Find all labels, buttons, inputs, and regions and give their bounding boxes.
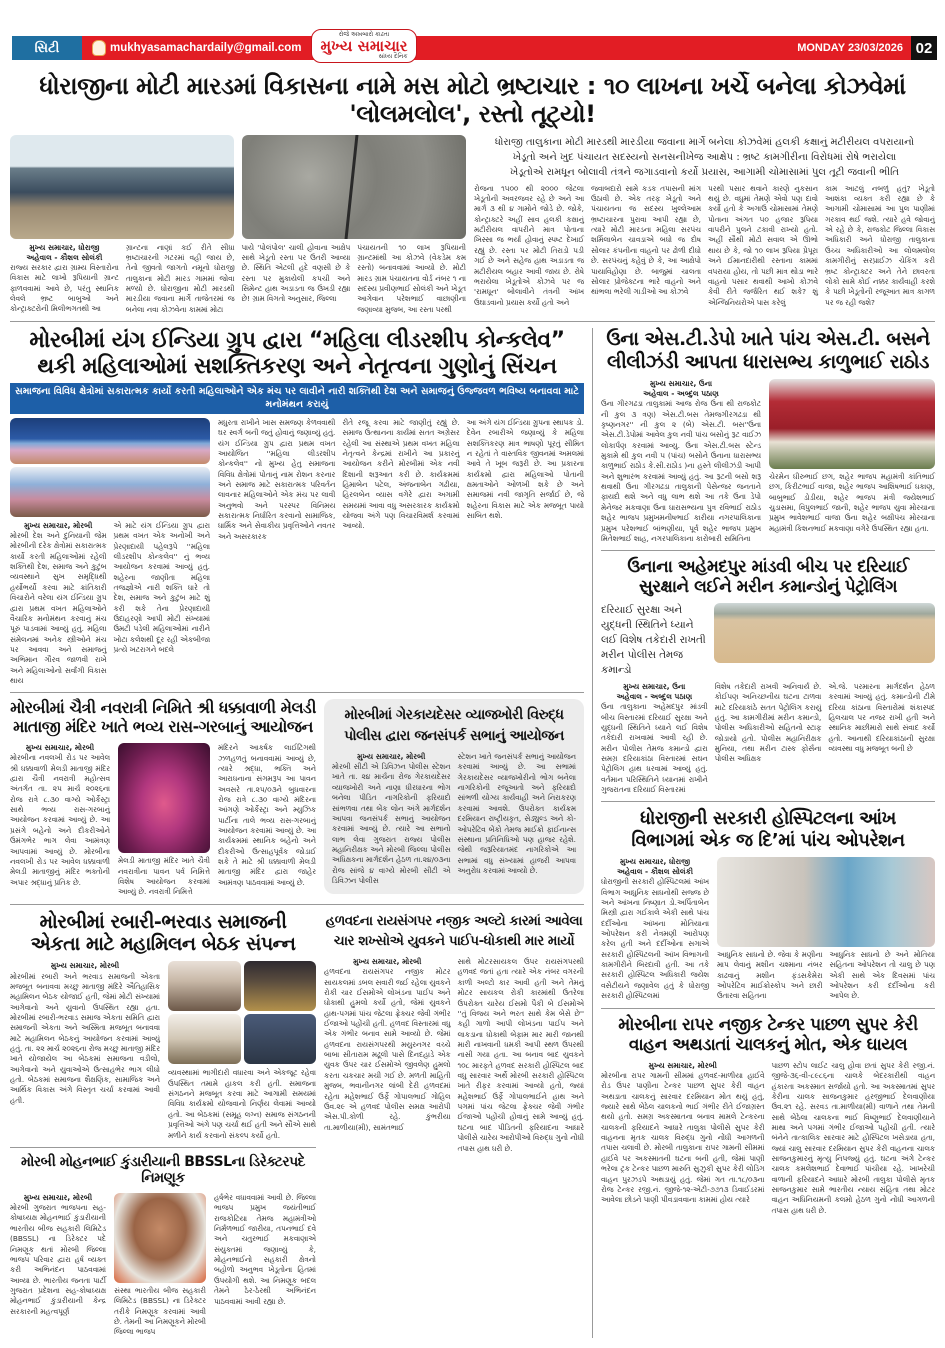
article-text: એ માટે યંગ ઈન્ડિયા ગ્રુપ દ્વારા પ્રથમ વખત એક અનોખી અને પ્રેરણાદાયી પહેલરૂપે ''મહિલા લીડરશીપ કોન્કલેવ'' નું ભવ્ય આયોજન કરવામાં આવ્યું હતું. શહેરના જાણીતા મહિલા તજજ્ઞોએ નારી શક્તિ ધારે તો દેશ, સમાજ અને કુટુંબ માટે શું કરી શકે તેના પ્રેરણાદાયી ઉદાહરણો આપી મોટી સંખ્યામાં ઉમટી પડેલી મહિલાઓમાં નારીને ખોટા કલેશથી દૂર રહી એકબીજા પ્રત્યે ખટરાગને બદલે: [113, 520, 210, 655]
masthead: [12, 30, 937, 60]
masthead-bar: [82, 30, 911, 60]
bus-flagoff-photo: [769, 379, 935, 469]
divider: [601, 1008, 935, 1009]
article-text: કામ આટલું નબળું હતું? ખેડૂતો આશંકા વ્યક્ત કરી રહ્યા છે કે આગામી ચોમાસામાં આ પુલ પાણીમાં ગરકાવ થઈ જશે. ત્યારે હવે જોવાનું એ રહે છે કે, રાજકોટ જિલ્લા વિકાસ અધિકારી અને ધોરાજી તાલુકાના ઉચ્ચ અધિકારીઓ આ લોલમલોલ કામગીરીનું સરપ્રાઈઝ ચેકિંગ કરી ભ્રષ્ટ કોન્ટ્રાક્ટર અને તેને છાવરતા લોકો સામે કોઈ નક્કર કાર્યવાહી કરશે કે પછી ખેડૂતોની રજૂઆત માત્ર કાગળ પર જ રહી જશે?: [825, 183, 935, 307]
article-text: મધુરતા રાખીને ખાસ સમજણ કેળવવાથી ઘર સ્વર્ગ બની જતું હોવાનું જણાવ્યું હતું. યંગ ઈન્ડિયા ગ્રુપ દ્વારા પ્રથમ વખત આયોજિત ''મહિલા લીડરશીપ કોન્કલેવ'' નો મુખ્ય હેતુ સમાજના વિવિધ ક્ષેત્રોમાં પોતાનું નામ રોશન કરનાર અને સમાજ માટે સકારાત્મક પરિવર્તન લાવનાર મહિલાઓને એક મંચ પર લાવી અનુભવો અને પરસ્પર વિનિમય સકારાત્મક નિર્ધારિત કરવાનો સામાજિક, ધાર્મિક અને સેવાકીય પ્રવૃત્તિઓને નવતર અને અસરકારક: [218, 417, 336, 541]
headline-line: હળવદના રાયસંગપર નજીક અલ્ટો કારમાં આવેલા: [325, 912, 583, 929]
newspaper-logo: [311, 29, 416, 63]
meeting-photos-top: [168, 961, 316, 1011]
logo-tagline-bottom: સાંધ્ય દૈનિક: [378, 52, 408, 60]
byline: મુખ્ય સમાચાર, મોરબી: [357, 752, 426, 761]
conclave-stage-photo: [10, 418, 210, 464]
article-column: [324, 957, 451, 1133]
reporter: અહેવાલ - અબ્દુલ પઠાણ: [643, 389, 719, 399]
article-column: [601, 379, 761, 544]
headline-line: ઉનાના અહેમદપુર માંડવી બીચ પર દરિયાઈ: [627, 557, 909, 578]
byline: મુખ્ય સમાચાર, ઉના: [649, 378, 713, 388]
email-text: mukhyasamachardaily@gmail.com: [110, 42, 302, 54]
una-bus-photo-column: [769, 379, 935, 534]
page-number: 02: [911, 36, 937, 60]
headline-line: વિભાગમાં એક જ દિ’માં પાંચ ઓપરેશન: [631, 829, 905, 851]
byline: મુખ્ય સમાચાર, ધોરાજી: [29, 242, 100, 252]
headline-line: માતાજી મંદિર ખાતે ભવ્ય રાસ-ગરબાનું આયોજન: [13, 717, 313, 737]
article-text: આધુનિક સાધનો છે અને મોતિયા સહિતના ઓપરેશન તો ચાલુ છે પણ એકી સાથે એક દિવસમાં પાંચ ઓપરેશન કરી દર્દીઓના કરી આપેલ છે.: [829, 949, 935, 1001]
byline: મુખ્ય સમાચાર, મોરબી: [50, 961, 120, 971]
eye-exam-photo: [717, 857, 935, 947]
bbssl-body: [10, 1193, 316, 1338]
byline: મુખ્ય સમાચાર, મોરબી: [648, 1060, 717, 1070]
reporter: અહેવાલ - કૌશલ સોલંકી: [616, 867, 694, 877]
lead-photos: [10, 135, 466, 239]
marine-body: [601, 682, 935, 795]
article-text: હળવદના રાયસંગપર નજીક મોટર સાયકલમાં ડબલ સવારી જઈ રહેલા યુવકને રોકી ચાર ઈસમોએ લોખંડના પાઈપ અને ધોકાથી હુમલો કર્યો હતો, જેમાં યુવકને હાથ-પગમાં પાંચ જેટલા ફ્રેક્ચર જેવી ગંભીર ઈજાઓ પહોંચી હતી. હળવદ વિસ્તારમાં વધુ એક ગંભીર બનાવ સામે આવ્યો છે. જેમાં હળવદના રાયસંગપરથી મયુરનગર વચ્ચે બાબા સીતારામ મઢૂલી પાસે દિનદહાડે એક યુવક ઉપર ચાર ઈસમોએ જીવલેણ હુમલો કરતા ચકચાર મચી ગઈ છે. મળતી માહિતી મુજબ, ભવાનીનગર લાંબી દેરી હળવદમાં રહેતા મહેશભાઈ ઉર્ફે ગોપાલભાઈ ગોહિલ ઉવ.૨૯ એ હળવદ પોલીસ સમક્ષ આરોપી એસ.પી.કોળી રહે. કુંભરીયા તા.માળીયા(મી), સામંતભાઈ: [324, 967, 451, 1132]
rabari-body: [10, 961, 316, 1141]
deck-line: ધોરાજી તાલુકાના મોટી મારડથી મારડીયા જવાના માર્ગે બનેલા કોઝવેમાં હલકી કક્ષાનું મટીરીયલ વપરાયાનો: [494, 136, 915, 148]
article-text: ઉના તાલુકાના અહેમદપુર માંડવી બીચ વિસ્તારમાં દરિયાઈ સુરક્ષા અને યુદ્ધની સ્થિતિને ધ્યાને લઈ વિશેષ તકેદારી રાખવામાં આવી રહી છે. મરીન પોલીસ તેમજ કમાન્ડો દ્વારા સમગ્ર દરિયાકાંઠા વિસ્તારમાં સઘન પેટ્રોલિંગ હાથ ધરવામાં આવ્યું હતું. વર્તમાન પરિસ્થિતિને ધ્યાનમાં રાખીને ગુજરાતના દરિયાઈ વિસ્તારમાં: [601, 702, 708, 795]
lead-story: [10, 135, 935, 316]
meeting-photo: [168, 961, 241, 1011]
headline-line: પોલીસ દ્વારા જનસંપર્ક સભાનું આયોજન: [344, 727, 564, 744]
logo-tagline-top: રોજે અખબારો કાઢતા: [338, 30, 390, 38]
young-india-left: [10, 418, 210, 687]
article-column: [10, 743, 110, 888]
portrait-photo: [114, 1193, 206, 1283]
young-india-cols-b: [218, 418, 584, 542]
main-area: [10, 328, 935, 1338]
divider: [601, 801, 935, 802]
article-text: ઉના ગીરગઢડા તાલુકામાં આજ રોજ ઉના થી રાજકોટ ની કુલ ૩ ત્રણ) એસ.ટી.બસ તેમજગીરગઢડા થી કૃષ્ણનગર'' ની કુલ ૨ (બે) એસ.ટી. બસ''ઉના એસ.ટી.ડેપોમાં આવેલ કુલ નવી પાંચ બસોનું રૂટ વાઈઝ લોકાર્પણ કરવામાં આવ્યુ. ઉના એસ.ટી.બસ સ્ટેન્ડ મુકામે થી કુલ નવી ૫ (પાંચ) બસોને ઉનાના ધારાસભ્ય કાળુભાઈ રાઠોડ કે.સી.રાઠોડ )ના હસ્તે લીલીઝંડી આપી અને શુભારંભ કરવામાં આવ્યું હતું. આ રૂટની બસો શરૂ થવાથી ઉના ગીરગઢડા તાલુકાની પેસેન્જર જનતાને ફાયદો થશે અને વધુ લાભ થશે આ તકે ઉના ડેપો મેનેજર મકવાણા ઉના ધારાસભ્યના પુત્ર રવિભાઈ રાઠોડ શહેર ભાજપ પ્રમુખમનીષભાઈ કારીયા નગરપાલિકાના પ્રમુખ પરેશભાઈ બાંભણીયા, પૂર્વ શહેર ભાજપ પ્રમુખ મિતેશભાઈ શાહ, નગરપાલિકાના કારોબારી સમિતિના: [601, 399, 761, 543]
article-text: ચેરમેન ધીરુભાઈ છગ, શહેર ભાજપ મહામંત્રી કાંતિભાઈ છગ, કિરીટભાઈ વાજા, શહેર ભાજપ આશિષભાઈ ધકાણ, બાબુભાઈ ડોડીયા, શહેર ભાજપ મંત્રી જયેશભાઈ ચુડાસમા, વિપુલભાઈ જાની, શહેર ભાજપ યુવા મોરચાના પ્રમુખ ભાવેશભાઈ વાજા ઉના શહેર બક્ષીપંચ મોરચાના મહામંત્રી કિશનભાઈ મકવાણા વગેરે ઉપસ્થિત રહ્યા હતા.: [769, 471, 935, 533]
headline-young-india: [10, 328, 584, 380]
article-text: મોરબીના રાપર ગામની સીમમાં હળવદ-માળીયા હાઈવે રોડ ઉપર પાણીના ટેન્કર પાછળ સુપર કેરી વાહન અથડાતા ચાલકનું સારવાર દરમિયાન મોત થયું હતું, જ્યારે સાથે બેઠેલ ચાલકનો ભાઈ ગંભીર રીતે ઈજાગ્રસ્ત થયો હતો. સમગ્ર અકસ્માતના બનાવ મામલે ટેન્કરના ચાલકની ફરિયાદને આધારે તાલુકા પોલીસે સુપર કેરી વાહનના મૃતક ચાલક વિરુદ્ધ ગુનો નોંધી આગળની તપાસ ચલાવી છે. મોરબી તાલુકાના રાપર ગામની સીમમાં હાઈવે પર અકસ્માતની ઘટના બની હતી, જેમાં પાણી ભરેલા ટ્રક ટેન્કર પાછળ મારુતિ સુઝુકી સુપર કેરી લોડિંગ વાહન પુરઝડપે અથડાયું હતું. જેમાં ગત તા.૧૮/૦૩ના રોજ ટેન્કર રજી.નં. જીજે-૧૨-એટી-૭૭૧૩ ડિવાઈડરમાં આવેલા છોડને પાણી પીવડાવવાના કામમાં હોય ત્યારે: [601, 1070, 765, 1205]
headline-line: વાહન અથડાતાં ચાલકનું મોત, એક ઘાયલ: [628, 1034, 908, 1055]
article-text: પાયે 'પોલંપોલ' ચાલી હોવાના આક્ષેપ સાથે ખેડૂતો રસ્તા પર ઉતરી આવ્યા છે. સ્થિતિ એટલી હદે વણસી છે કે રસ્તા પર મુકાયેલી કપચી અને સિમેન્ટ હાથ અડાડતા જ ઉખડી રહ્યા છે! ગ્રામ વિગતો અનુસાર, જિલ્લા: [241, 242, 351, 304]
commandos-photo: [714, 603, 935, 663]
article-column: [10, 521, 107, 687]
headline-line: મોરબીમાં ચૈત્રી નવરાત્રી નિમિતે શ્રી ધક્કાવાળી મેલડી: [10, 698, 316, 718]
article-text: મોરબીમાં રબારી અને ભરવાડ સમાજની એકતા મજબૂત બનાવવા મચ્છુ માતાજી મંદિરે ઐતિહાસિક મહામિલન બેઠક યોજાઈ હતી, જેમાં મોટી સંખ્યામાં આગેવાનો અને યુવાનો ઉપસ્થિત રહ્યા હતા. મોરબીમાં રબારી-ભરવાડ સમાજ એકતા સમિતિ દ્વારા સમાજની એકતા અને અસ્મિતા મજબૂત બનાવવા માટે મહામિલન બેઠકનું આયોજન કરવામાં આવ્યું હતું. તા. ૨૨ માર્ચ ૨૦૨૬ના રોજ મચ્છુ માતાજી મંદિર ખાતે યોજાયેલ આ બેઠકમાં સમાજના વડીલો, આગેવાનો અને યુવાઓએ ઉત્સાહભેર ભાગ લીધો હતો. બેઠકમાં સમાજના શૈક્ષણિક, સામાજિક અને આર્થિક વિકાસ અંગે વિસ્તૃત ચર્ચા કરવામાં આવી હતી.: [10, 971, 160, 1105]
headline-line: ધોરાજીની સરકારી હોસ્પિટલના આંખ: [640, 808, 896, 830]
headline-line: સુરક્ષાને લઈને મરીન કમાન્ડોનું પેટ્રોલિંગ: [638, 577, 898, 598]
article-text: આધુનિક સાધનો છે. જેવા કે મણીના માપ લેવાનું મશીન ચશ્માના નંબર કાઢવાનું મશીન ફંડસકેમેરા ઓપરેટિવ માઈક્રોસ્કોપ અને છારી ઉતારવા સહિતના: [717, 949, 823, 1001]
bbssl-photo-column: [114, 1193, 206, 1338]
article-text: પંચાયતની ૧૦ લાખ રૂપિયાની ગ્રાન્ટમાંથી આ કોઝવે (વેકડેમ કમ રસ્તો) બનાવવામાં આવ્યો છે. મોટી મારડ ગ્રામ પંચાયતના વોર્ડ નંબર ૧ ના સદસ્ય પ્રવીણભાઈ સોલંકી અને ખેડૂત આગેવાન પરેશભાઈ વાછાણીના જણાવ્યા મુજબ, આ રસ્તા પરથી: [357, 242, 466, 314]
byline: મુખ્ય સમાચાર, મોરબી: [23, 1192, 93, 1202]
article-column: [601, 1061, 765, 1206]
divider: [10, 321, 935, 322]
young-india-body: [10, 418, 584, 687]
article-text: વ્યવસ્થામાં ભાગીદારી વધારવા અને એકજૂટ રહેવા ઉપસ્થિત તમામે હાકલ કરી હતી. સમાજના સંગઠનને મજબૂત કરવા માટે આગામી સમયમાં વિવિધ કાર્યક્રમો યોજવાનો નિર્ણય લેવામાં આવ્યો હતો. આ બેઠકમાં (સમૂહ લગ્ન) સમાજ સંગઠનની પ્રવૃત્તિઓ અંગે પણ ચર્ચા થઈ હતી અને સૌએ સાથે મળીને કાર્ય કરવાનો સંકલ્પ કર્યો હતો.: [168, 1068, 316, 1140]
headline-rapar-accident: [601, 1015, 935, 1055]
road-crack-photo: [242, 135, 466, 239]
article-text: વિશેષ તકેદારી રાખવી અનિવાર્ય છે. કોઈપણ અનિચ્છનીય ઘટના ટાળવા માટે દરિયાકાંઠે સતત પેટ્રોલિંગ કરાયું હતું. આ કામગીરીમાં મરીન કમાન્ડો, પોલીસ અધિકારીઓ સહિતનો સ્ટાફ જોડાયો હતો. પોલીસ મહાનિરીક્ષક મુનિયા, તથા મરીન ટાસ્ક ફોર્સના પોલીસ અધિક્ષક: [714, 681, 822, 764]
headline-line: મોરબીમાં રબારી-ભરવાડ સમાજની: [39, 910, 287, 933]
lead-left: [10, 135, 466, 316]
article-text: જવાબદારો સામે કડક તપાસની માંગ ઉઠાવી છે. એક તરફ ખેડૂતો અને પંચાયતના જ સદસ્ય ખુલ્લેઆમ ભ્રષ્ટાચારના પુરાવા આપી રહ્યા છે, ત્યારે મોટી મારડના મહિલા સરપંચ શર્મિલાબેન ચાવડાએ બધો જ દોષ સોલાર કંપનીના વાહનો પર ઢોળી દીધો છે. સરપંચનું કહેવું છે કે, આ આક્ષેપો પાયાવિહોણા છે. બાજુમાં ચાલતા સોલાર પ્રોજેક્ટના ભારે વાહનો અને થાંભલા ભરેલી ગાડીઓ આ કોઝવે: [591, 183, 701, 297]
young-india-strip: સમાજના વિવિધ ક્ષેત્રોમાં સકારાત્મક કાર્યો કરતી મહિલાઓને એક મંચ પર લાવીને નારી શક્તિથી દેશ અને સમાજનું ઉજ્જવળ ભવિષ્ય બનાવવા માટે મનોમંથન કરાયું: [10, 383, 584, 414]
hospital-cols: [717, 950, 935, 1002]
marine-top: [601, 603, 935, 678]
article-text: આ અંગે યંગ ઈન્ડિયા ગ્રુપના સ્થાપક ડો. દેવેન રબારીએ જણાવ્યું કે મહિલા સશક્તિકરણ માત્ર ભાષણો પૂરતું સીમિત ન રહેતાં તે વાસ્તવિક જીવનમાં અમલમાં આવે તે ખૂબ જરૂરી છે. આ પ્રકારના કાર્યક્રમો દ્વારા મહિલાઓ પોતાની ક્ષમતાઓને ઓળખી શકે છે અને સમાજમાં નવી જાગૃતિ સર્જાઈ છે, જે શહેરના વિકાસ માટે એક મજબૂત પાયો સાબિત થશે.: [466, 417, 584, 521]
headline-chaitri-navratri: [10, 699, 316, 737]
article-text: સાથે મોટરસાયકલ ઉપર રાયસંગપરથી હળવદ જતાં હતા ત્યારે એક નંબર વગરની કાળી અલ્ટો કાર આવી હતી અને તેમનું મોટર સાયકલ રોકી કારમાંથી ઉતરેલા ઉપરોક્ત ચારેય ઈસમો પૈકી બે ઈસમોએ ''તું વિજય અને ભરત સાથે કેમ બેસે છે'' કહી ગાળો આપી લોખંડના પાઈપ અને લાકડાના ધોકાથી બેફામ માર મારી જાનથી મારી નાખવાની ધમકી આપી સ્થળ ઉપરથી નાસી ગયા હતા. આ બનાવ બાદ યુવકને ૧૦૮ મારફતે હળવદ સરકારી હોસ્પિટલ બાદ વધુ સારવાર અર્થે મોરબી સરકારી હોસ્પિટલ ખાતે રીફર કરવામાં આવ્યો હતો, જ્યાં મહેશભાઈ ઉર્ફે ગોપાલભાઈને હાથ અને પગમાં પાંચ જેટલા ફ્રેક્ચર જેવી ગંભીર ઈજાઓ પહોંચી હોવાનું સામે આવ્યું હતું. ઘટના બાદ પીડિતની ફરિયાદના આધારે પોલીસે ચારેય આરોપીઓ વિરુદ્ધ ગુનો નોંધી તપાસ હાથ ધરી છે.: [457, 957, 584, 1153]
deck-dhoraji: [474, 135, 935, 180]
halvad-article: [324, 911, 584, 1154]
headline-halvad-assault: [324, 911, 584, 952]
hospital-body: [601, 857, 935, 1002]
headline-dhoraji-causeway: ધોરાજીના મોટી મારડમાં વિકાસના નામે મસ મોટો ભ્રષ્ટાચાર : ૧૦ લાખના ખર્ચે બનેલા કોઝવેમાં 'લોલમલોલ', રસ્તો તૂટ્યો!: [39, 72, 906, 129]
headline-bbssl-director: મોરબી મોહનભાઈ કુંડારીયાની BBSSLના ડિરેક્ટરપદે નિમણૂક: [20, 1153, 305, 1187]
article-column: [10, 243, 119, 315]
protest-photo: [10, 135, 234, 239]
headline-line: એકતા માટે મહામિલન બેઠક સંપન્ન: [30, 933, 296, 955]
byline: મુખ્ય સમાચાર, મોરબી: [24, 520, 93, 530]
article-column: [601, 857, 709, 1002]
email-link[interactable]: [92, 40, 301, 56]
article-column: [601, 682, 708, 795]
headline-una-bus: [601, 328, 935, 373]
headline-line: લીલીઝંડી આપતા ધારાસભ્ય કાળુભાઈ રાઠોડ: [607, 350, 929, 373]
article-text: ગ્રાન્ટના નાણાં કઈ રીતે સીધા ભ્રષ્ટાચારની ગટરમાં વહી જાય છે, તેનો જીવતો જાગતો નમૂનો ધોરાજી તાલુકાના મોટી મારડ ગામમાં જોવા મળ્યો છે. ધોરાજીના મોટી મારડથી મારડીયા જવાના માર્ગે તાજેતરમાં જ બનેલા નવા કોઝવેના કામમાં મોટા: [125, 242, 235, 314]
navratri-photo-column: [118, 743, 210, 897]
article-text: રીતે રજૂ કરવા માટે જાણીતું રહ્યું છે. સમાજ ઉત્થાનના કાર્યમાં સતત અગ્રેસર રહેલી આ સંસ્થાએ પ્રથમ વખત મહિલા નેતૃત્વને કેન્દ્રમાં રાખીને આ પ્રકારનું આયોજન કરીને મોરબીમાં એક નવી દિશાની શરૂઆત કરી છે. કાર્યક્રમમાં હિમાબેન પટેલ, અંજનાબેન ગઢીયા, હિરલબેન વ્યાસ વગેરે દ્વારા અગામી સમયમાં આવા વધુ અસરકારક કાર્યક્રમો યોજવા અંગે પણ વિચારવિમર્શ કરવામાં આવ્યો.: [342, 417, 460, 531]
article-text: સ્ટેશન ખાતે જનસંપર્ક સભાનું આયોજન કરવામાં આવ્યું છે. આ સભામાં ગેરકાયદેસર વ્યાજખોરીનો ભોગ બનેલા નાગરિકોની રજૂઆતો અને ફરિયાદો સાંભળી યોગ્ય કાર્યવાહી અને નિરાકરણ કરવામાં આવશે. ઉપરોક્ત કાર્યક્રમ દરમિયાન રાષ્ટ્રીયકૃત, સેડ્યુલ્ડ અને કો-ઓપરેટિવ બેંકો તેમજ માઈક્રો ફાઈનાન્સ સંસ્થાના પ્રતિનિધિઓ પણ હાજર રહેશે. જેથી જરૂરિયાતમંદ નાગરિકોએ આ સભામાં વધુ સંખ્યામાં હાજરી આપવા અનુરોધ કરવામાં આવ્યો છે.: [457, 752, 576, 875]
divider: [601, 550, 935, 551]
temple-photo: [118, 743, 210, 853]
article-text: મંદિરને આકર્ષક લાઈટિંગથી ઝળહળતું બનાવવામાં આવ્યું છે, ત્યારે શ્રદ્ધા, ભક્તિ અને આરાધનાના સંગમરૂપ આ પાવન અવસરે તા.૨૫/૦૩ને બુધવારના રોજ રાત્રે ૮.૩૦ વાગ્યે મંદિરના આંગણે ઓર્કેસ્ટ્રા અને મ્યુઝિક પાર્ટીના તાલે ભવ્ય રાસ-ગરબાનું આયોજન કરવામાં આવ્યું છે. આ કાર્યક્રમમાં સ્થાનિક બહેનો અને દીકરીઓ ઉત્સાહપૂર્વક જોડાઈ શકે તે માટે શ્રી ધક્કાવાળી મેલડી માતાજી મંદિર દ્વારા જાહેર આમંત્રણ પાઠવવામાં આવ્યું છે.: [218, 743, 316, 887]
logo-name: મુખ્ય સમાચાર: [320, 36, 408, 55]
lead-columns-left: [10, 243, 466, 316]
article-text: સંસ્થા ભારતીય બીજ સહકારી લિમિટેડ (BBSSL) ના ડિરેક્ટર તરીકે નિમણૂક કરવામાં આવી છે. તેમની આ નિમણૂકને મોરબી જિલ્લા ભાજપ: [114, 1285, 206, 1337]
lead-columns-right: [474, 184, 935, 308]
meeting-photo: [244, 961, 317, 1011]
conclave-panel-photo: [10, 467, 210, 517]
article-text: મોરબી દેશ અને દુનિયાની જેમ મોરબીની દરેક ક્ષેત્રોમાં સકારાત્મક કાર્યો કરતી મહિલાઓમાં રહેલી શક્તિથી દેશ, સમાજ અને કુટુંબ વ્યવસ્થાને સુખ સમૃદ્ધિથી હર્યોભર્યો કરવા માટે ક્રાંતિકારી વિચારોને વરેલા યંગ ઈન્ડિયા ગ્રુપ દ્વારા પ્રથમ વખત મહિલાઓને વૈચારિક મનોમંથન કરવાનું મંચ પૂરું પાડવામાં આવ્યું હતું. મહિલા સંમેલનમાં અનેક સ્ત્રીઓને મંચ પર આવવા અને સમાજનું અભિમાન ગૌરવ જાળવી રાખે અને મહિલાઓનો સર્વાંગી વિકાસ થાય: [10, 531, 107, 686]
article-text: પરથી પસાર થવાને કારણે નુકસાન થયું છે. વધુમાં તેમણે એવો પણ દાવો કર્યો હતો કે અગાઉ ચોમાસામાં તેમણે પોતાના અંગત ૫૦ હજાર રૂપિયા વાપરીને પુલને ટકાવી રાખ્યો હતો. અહીં સૌથી મોટો સવાલ એ ઊભો થાય છે કે, જો ૧૦ લાખ રૂપિયા પ્રેપૂરા અને ઈમાનદારીથી રસ્તાના કામમાં વપરાયા હોય, તો પછી માત્ર થોડા ભારે વાહનો પસાર થવાથી આખો કોઝવે કેવી રીતે જર્જરિત થઈ શકે? શું એન્જિનિયરોએ પાસ કરેલું: [708, 183, 818, 307]
divider: [10, 904, 584, 905]
una-bus-body: [601, 379, 935, 544]
reporter: અહેવાલ - અબ્દુલ પઠાણ: [616, 692, 693, 702]
headline-line: ઉના એસ.ટી.ડેપો ખાતે પાંચ એસ.ટી. બસને: [606, 328, 930, 351]
article-text: મોરબી સીટી એ ડિવિઝન પોલીસ સ્ટેશન ખાતે તા. ૨૪ માર્ચના રોજ ગેરકાયદેસર વ્યાજખોરી અને નાણા ધીરધારના ભોગ બનેલા પીડિત નાગરિકોની ફરિયાદો સાંભળવા તથા બેંક લોન અંગે માર્ગદર્શન આપવા જનસંપર્ક સભાનું આયોજન કરવામાં આવ્યું છે. ત્યારે આ સભાનો લાભ લેવા ગુજરાત રાજ્ય પોલીસ મહાનિરીક્ષક અને મોરબી જિલ્લા પોલીસ અધિક્ષકના માર્ગદર્શન હેઠળ તા.૨૪/૦૩ના રોજ સાંજે ૪ વાગ્યે મોરબી સીટી એ ડિવિઝન પોલીસ: [332, 762, 451, 886]
meeting-photo: [244, 1014, 317, 1064]
article-column: [332, 752, 451, 886]
police-sabha-box: [324, 699, 584, 894]
headline-line: મોરબીના રાપર નજીક ટેન્કર પાછળ સુપર કેરી: [618, 1014, 918, 1035]
pullquote: દરિયાઈ સુરક્ષા અને યુદ્ધની સ્થિતિને ધ્યાને લઈ વિશેષ તકેદારી રાખતી મરીન પોલીસ તેમજ કમાન્ડો: [601, 604, 706, 677]
deck-line: ખેડૂતો અને ખુદ પંચાયત સદસ્યનો સનસનીખેજ આક્ષેપ : ભ્રષ્ટ કામગીરીના વિરોધમાં રોષે ભરાયેલા: [512, 151, 897, 163]
article-text: મોરબીના નવલખી રોડ પર આવેલ શ્રી ધક્કાવાળી મેલડી માતાજી મંદિર દ્વારા ચૈત્રી નવરાત્રી મહોત્સવ અંતર્ગત તા. ૨૫ માર્ચ ૨૦૨૬ના રોજ રાત્રે ૮.૩૦ વાગ્યે ઓર્કેસ્ટ્રા સાથે ભવ્ય રાસ-ગરબાનું આયોજન કરવામાં આવ્યું છે. આ પ્રસંગે બહેનો અને દીકરીઓને ઉમંગભેર ભાગ લેવા આમંત્રણ આપવામાં આવ્યું છે. મોરબીના નવલખી રોડ પર આવેલ ધક્કાવાળી મેલડી માતાજીનું મંદિર ભક્તોની અપાર શ્રદ્ધાનું પ્રતિક છે.: [10, 753, 110, 887]
police-sabha-body: [332, 752, 576, 886]
reporter: અહેવાલ - કૌશલ સોલંકી: [26, 252, 103, 262]
article-text: મેલડી માતાજી મંદિર ખાતે ચૈત્રી નવરાત્રીના પાવન પર્વ નિમિત્તે વિશેષ આયોજન કરવામાં આવ્યું છે. નવરાત્રી નિમિત્તે: [118, 856, 210, 897]
article-text: પાછળ સ્ટોપ લાઈટ ચાલુ હોવા છતાં સુપર કેરી રજી.નં. જીજે-૩૬-વી-૮૯૮૬ના ચાલકે બેદરકારીથી વાહન હંકારતા અકસ્માત સર્જાયો હતો. આ અકસ્માતમાં સુપર કેરીના ચાલક સાજનકુમાર હરજીભાઈ દેલવાણીયા ઉવ.૨૧ રહે. સરવડ તા.માળીયા(મી) વાળાને તથા તેમની સાથે બેઠેલા ચાલકના ભાઈ વિષ્ણુભાઈ દેલવાણીયાને માથા અને પગમાં ગંભીર ઈજાઓ પહોંચી હતી. ત્યારે બંનેને તાત્કાલિક સારવાર માટે હોસ્પિટલ ખસેડાયા હતા, જ્યાં ચાલુ સારવાર દરમિયાન સુપર કેરી વાહનના ચાલક સાજનકુમારનું મૃત્યુ નિપજ્યું હતું. ઘટના અંગે ટેન્કર ચાલક કમલેશભાઈ દેવાભાઈ પાંચીયા રહે. ખાખરેચી વાળાની ફરિયાદને આધારે મોરબી તાલુકા પોલીસે મૃતક સાજનકુમાર સામે ભારતીય ન્યાય સંહિતા તથા મોટર વાહન અધિનિયમની કલમો હેઠળ ગુનો નોંધી આગળની તપાસ હાથ ધરી છે.: [771, 1060, 935, 1215]
article-text: મોરબી ગુજરાત ભાજપના સહ-કોષાધ્યક્ષ મોહનભાઈ કુંડારીયાની ભારતીય બીજ સહકારી લિમિટેડ (BBSSL) ના ડિરેક્ટર પદે નિમણૂક થતાં મોરબી જિલ્લા ભાજપ પરિવાર દ્વારા હર્ષ વ્યક્ત કરી અભિનંદન પાઠવવામાં આવ્યા છે. ભારતીય જનતા પાર્ટી ગુજરાત પ્રદેશના સહ-કોષાધ્યક્ષ મોહનભાઈ કુંડારીયાની કેન્દ્ર સરકારની મહત્વપૂર્ણ: [10, 1203, 106, 1316]
meeting-photo: [168, 1014, 241, 1064]
divider: [10, 692, 584, 693]
navratri-police-row: [10, 699, 584, 897]
headline-line: થકી મહિલાઓમાં સશક્તિકરણ અને નેતૃત્વના ગુણોનું સિંચન: [37, 354, 557, 380]
right-area: [601, 328, 935, 1216]
hand-icon: [92, 40, 106, 56]
divider: [592, 328, 593, 1338]
article-text: હર્ષભેર વધાવવામાં આવી છે. જિલ્લા ભાજપ પ્રમુખ જયંતીભાઈ રાજકોટિયા તેમજ મહામંત્રીઓ નિર્મળભાઈ જારીયા, તપનભાઈ દવે અને ચતુરભાઈ મકવાણાએ સંયુક્તમાં જણાવ્યું કે, મોહનભાઈનો સહકારી ક્ષેત્રનો બહોળો અનુભવ ખેડૂતોના હિતમાં ઉપયોગી થશે. આ નિમણૂક બદલ તેમને ઠેર-ઠેરથી અભિનંદન પાઠવવામાં આવી રહ્યા છે.: [214, 1192, 316, 1306]
headline-police-sabha: [332, 705, 576, 746]
article-text: એ.જે. પરમારના માર્ગદર્શન હેઠળ કરવામાં આવ્યું હતું. કમાન્ડોની ટીમે દરિયા કાંઠાના વિસ્તારોમાં શંકાસ્પદ હિલચાલ પર નજર રાખી હતી અને સ્થાનિક માછીમારો સાથે સંવાદ કર્યો હતો. આનાથી દરિયાકાંઠાની સુરક્ષા વ્યવસ્થા વધુ મજબૂત બની છે: [828, 681, 936, 754]
headline-line: મોરબીમાં યંગ ઈન્ડિયા ગ્રુપ દ્વારા “મહિલા લીડરશીપ કોન્કલેવ”: [29, 328, 565, 354]
young-india-cols-a: [10, 521, 210, 687]
lead-right: [474, 135, 935, 308]
navratri-body: [10, 743, 316, 897]
byline: મુખ્ય સમાચાર, મોરબી: [25, 743, 95, 753]
bottom-left-stack: [10, 911, 316, 1338]
article-column: [10, 961, 160, 1106]
article-text: રોજના ૧૫૦૦ થી ૨૦૦૦ જેટલા ખેડૂતોની અવરજવર રહે છે અને આ માર્ગ ૩ થી ૪ ગામોને જોડે છે. જોકે, કોન્ટ્રાક્ટરે અહીં સાવ હલકી કક્ષાનું મટીરીયલ વાપરીને માત્ર પોતાના ખિસ્સા જ ભર્યા હોવાનું સ્પષ્ટ દેખાઈ રહ્યું છે. રસ્તા પર મોટી તિરાડો પડી ગઈ છે અને સહેજ હાથ અડાડતા જ મટીરીયલ બહાર આવી જાય છે. રોષે ભરાયેલા ખેડૂતોએ કોઝવે પર જ 'રામધૂન' બોલાવીને તંત્રની આંખ ઉઘાડવાનો પ્રયાસ કર્યો હતો અને: [474, 183, 584, 307]
rabari-photos-column: [168, 961, 316, 1141]
halvad-body: [324, 957, 584, 1154]
article-text: રાજ્ય સરકાર દ્વારા ગ્રામ્ય વિસ્તારોના વિકાસ માટે લાખો રૂપિયાની ગ્રાન્ટ ફાળવવામાં આવે છે, પરંતુ સ્થાનિક લેવલે ભ્રષ્ટ બાબુઓ અને કોન્ટ્રાક્ટરોની મિલીભગતથી આ: [10, 262, 119, 314]
section-label: સિટી: [12, 36, 82, 60]
byline: મુખ્ય સમાચાર, ઉના: [623, 681, 686, 691]
meeting-photos-bottom: [168, 1014, 316, 1064]
article-text: ધોરાજીની સરકારી હોસ્પિટલમાં આંખ વિભાગ આધુનિક સાધનોથી સજ્જ છે અને આંખના નિષ્ણાત ડો.અર્પિતાબેન મિસ્ત્રી દ્વારા ગઈકાલે એકી સાથે પાંચ દર્દીઓના આંખના મોતિયાના ઓપરેશન કરી નેત્રમણી આરોપણ કરેલ હતી અને દર્દીઓના સગાએ સરકારી હોસ્પિટલની આંખ વિભાગની કામગીરીને બિરદાવી હતી. આ તકે સરકારી હોસ્પિટલ અધિકારી જયેશ વસેટીયને જણાવેલ હતું કે ધોરાજી સરકારી હોસ્પિટલમાં: [601, 877, 709, 1001]
rapar-body: [601, 1061, 935, 1216]
byline: મુખ્ય સમાચાર, ધોરાજી: [620, 856, 690, 866]
headline-marine-commando: [601, 557, 935, 597]
bottom-left-row: [10, 911, 584, 1338]
divider: [10, 1147, 316, 1148]
issue-date: MONDAY 23/03/2026: [797, 42, 903, 54]
left-area: [10, 328, 584, 1338]
byline: મુખ્ય સમાચાર, મોરબી: [353, 957, 422, 967]
headline-dhoraji-hospital: [601, 808, 935, 850]
navratri-article: [10, 699, 316, 897]
headline-rabari-bharvad: [10, 911, 316, 956]
deck-line: ખેડૂતોએ રામધૂન બોલાવી તંત્રને જગાડવાનો કર્યો પ્રયાસ, આગામી ચોમાસામાં પુલ તૂટી જવાની ભીતિ: [510, 166, 899, 178]
hospital-photo-column: [717, 857, 935, 1002]
headline-line: ચાર શખ્સોએ યુવકને પાઈપ-ધોકાથી માર માર્યો: [333, 932, 575, 949]
article-column: [10, 1193, 106, 1317]
headline-line: મોરબીમાં ગેરકાયદેસર વ્યાજખોરી વિરુદ્ધ: [344, 707, 564, 724]
